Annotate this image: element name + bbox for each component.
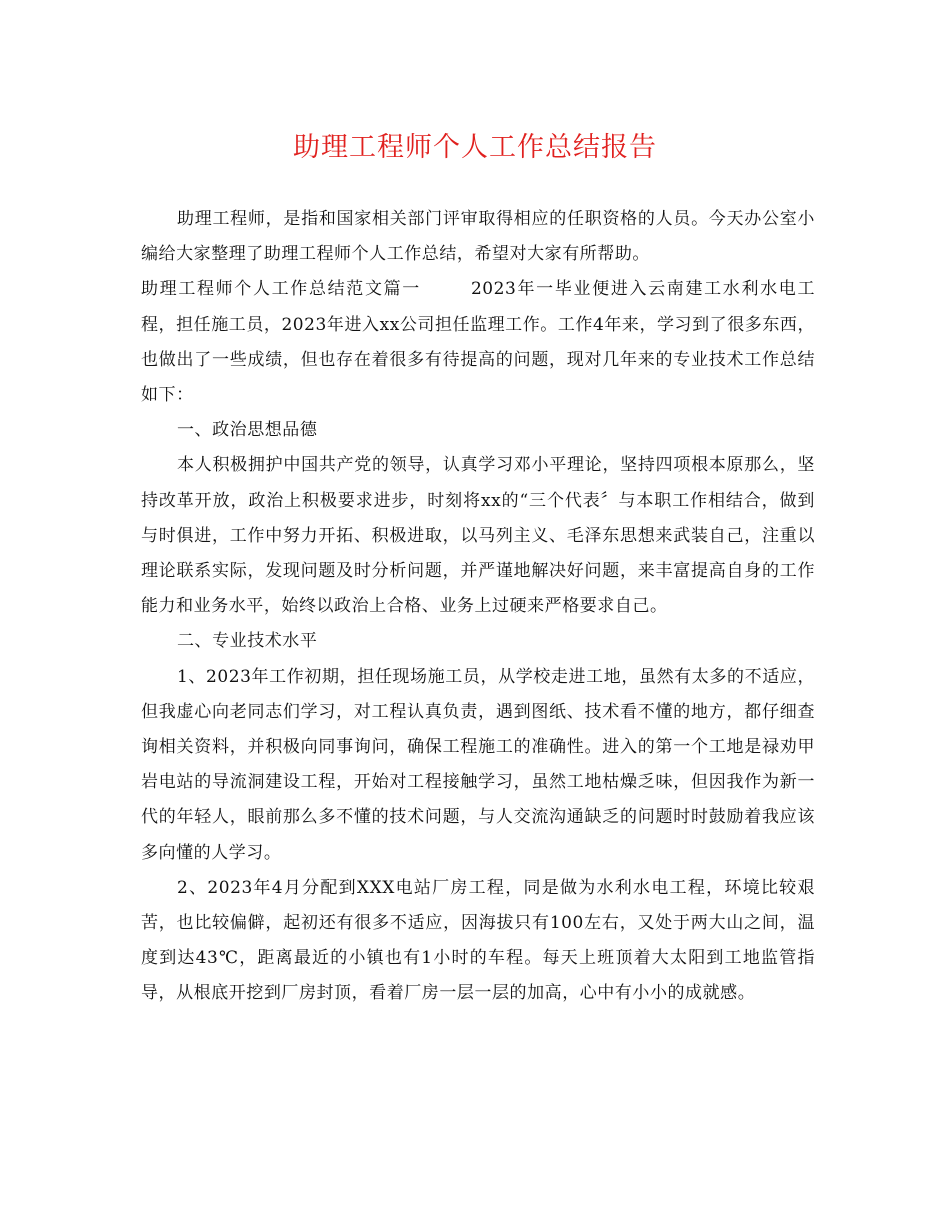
section1-paragraph: 本人积极拥护中国共产党的领导，认真学习邓小平理论，坚持四项根本原那么，坚持改革开放，政治上积极要求进步，时刻将xx的“三个代表〞与本职工作相结合，做到与时俱进，工作中努力开拓、积极进取，以马列主义、毛泽东思想来武装自己，注重以理论联系实际，发现问题及时分析问题，并严谨地解决好问题，来丰富提高自身的工作能力和业务水平，始终以政治上合格、业务上过硬来严格要求自己。 (141, 455, 815, 617)
sample-title: 助理工程师个人工作总结范文篇一 (141, 279, 421, 300)
section2-item1: 1、2023年工作初期，担任现场施工员，从学校走进工地，虽然有太多的不适应，但我虚心向老同志们学习，对工程认真负责，遇到图纸、技术看不懂的地方，都仔细查询相关资料，并积极向同事询问，确保工程施工的准确性。进入的第一个工地是禄劝甲岩电站的导流洞建设工程，开始对工程接触学习，虽然工地枯燥乏味，但因我作为新一代的年轻人，眼前那么多不懂的技术问题，与人交流沟通缺乏的问题时时鼓励着我应该多向懂的人学习。 (141, 666, 815, 863)
document-body (141, 202, 815, 1012)
sample-paragraph (141, 272, 815, 413)
intro-paragraph: 助理工程师，是指和国家相关部门评审取得相应的任职资格的人员。今天办公室小编给大家整理了助理工程师个人工作总结，希望对大家有所帮助。 (141, 209, 815, 265)
document-title: 助理工程师个人工作总结报告 (293, 132, 657, 163)
section2-item2: 2、2023年4月分配到XXX电站厂房工程，同是做为水利水电工程，环境比较艰苦，也比较偏僻，起初还有很多不适应，因海拔只有100左右，又处于两大山之间，温度到达43℃，距离最近的小镇也有1小时的车程。每天上班顶着大太阳到工地监管指导，从根底开挖到厂房封顶，看着厂房一层一层的加高，心中有小小的成就感。 (141, 877, 815, 1004)
section1-heading: 一、政治思想品德 (177, 420, 318, 441)
section2-heading: 二、专业技术水平 (177, 631, 318, 652)
sample-opening: 2023年一毕业便进入云南建工水利水电工程，担任施工员，2023年进入xx公司担任监理工作。工作4年来，学习到了很多东西，也做出了一些成绩，但也存在着很多有待提高的问题，现对几年来的专业技术工作总结如下： (141, 279, 815, 406)
